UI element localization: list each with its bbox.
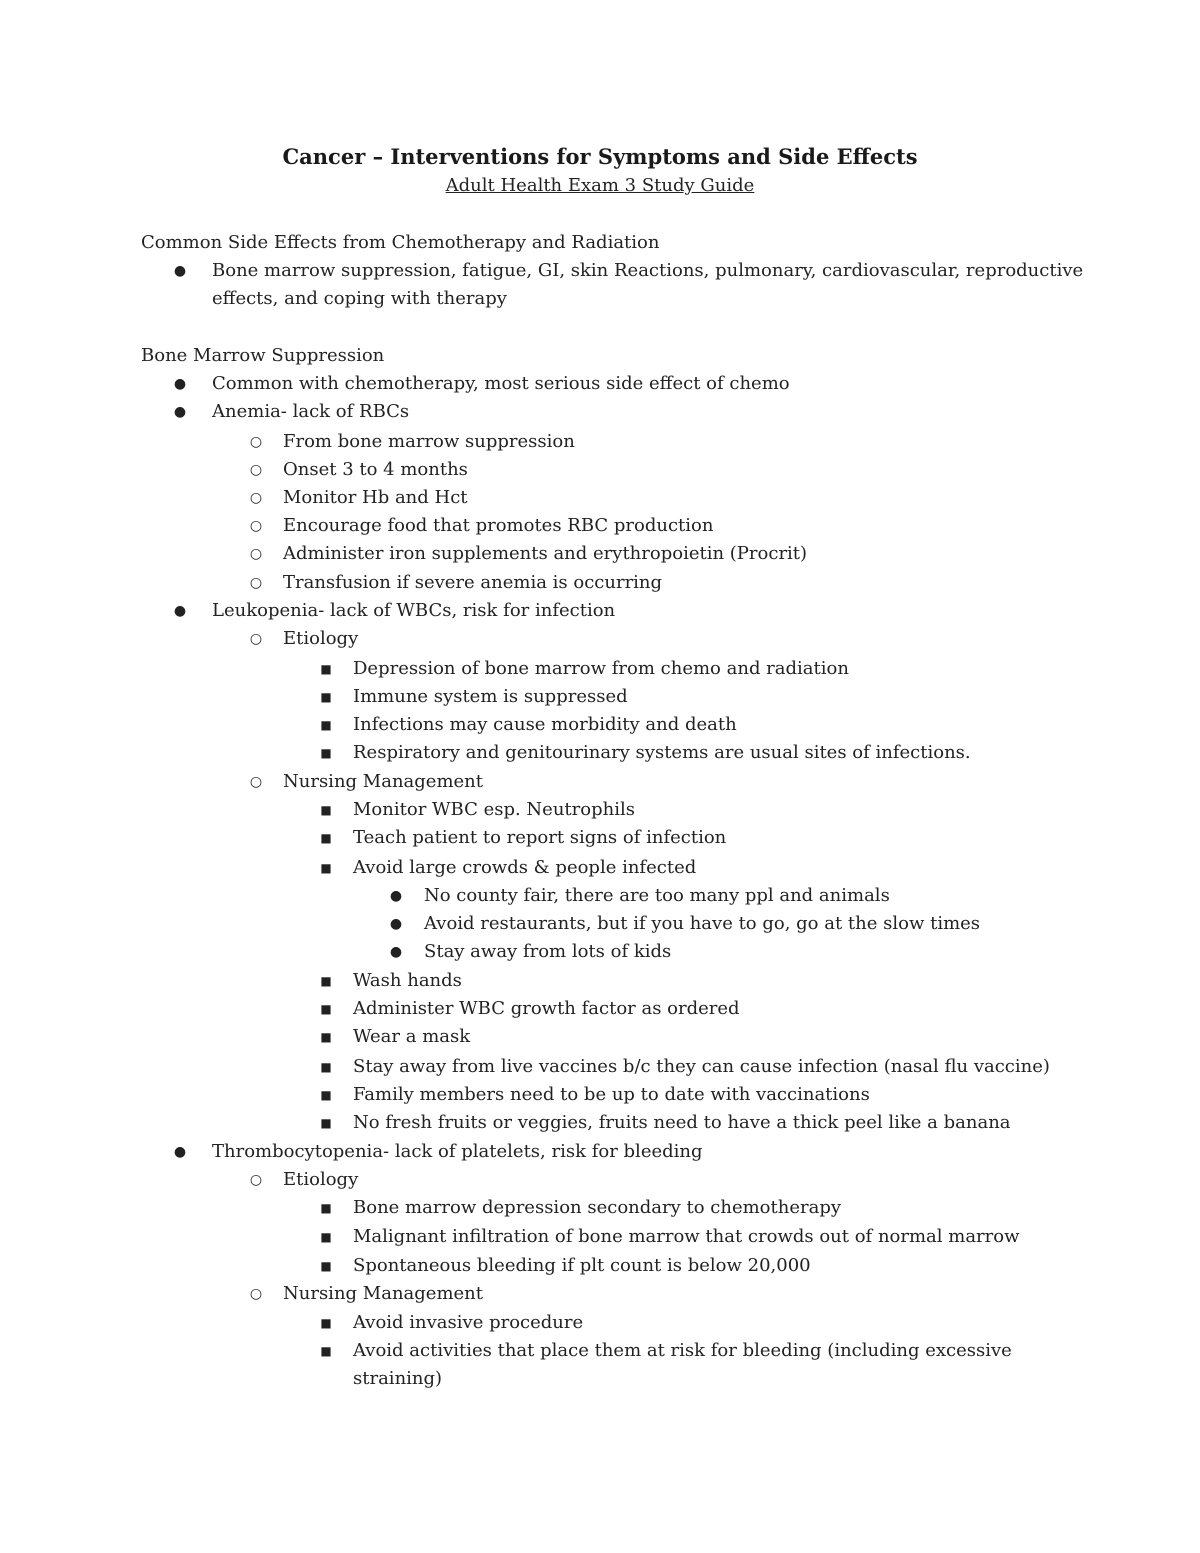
list-item: Common with chemotherapy, most serious side effect of chemo <box>212 373 790 394</box>
list-item: Wear a mask <box>353 1026 471 1047</box>
bullet-square-icon: ■ <box>320 1259 332 1273</box>
list-item-etiology: Etiology <box>283 628 359 649</box>
bullet-disc-icon: ● <box>173 1144 187 1160</box>
list-item-leukopenia: Leukopenia- lack of WBCs, risk for infection <box>212 600 616 621</box>
list-item: Bone marrow depression secondary to chemotherapy <box>353 1197 842 1218</box>
section-heading-side-effects: Common Side Effects from Chemotherapy and Radiation <box>141 232 660 253</box>
list-item: Wash hands <box>353 970 462 991</box>
bullet-square-icon: ■ <box>320 662 332 676</box>
list-item: Stay away from lots of kids <box>424 941 672 962</box>
list-item: Depression of bone marrow from chemo and radiation <box>353 658 849 679</box>
list-item: Avoid restaurants, but if you have to go, go at the slow times <box>424 913 981 934</box>
list-item-nursing-management: Nursing Management <box>283 1283 483 1304</box>
bullet-square-icon: ■ <box>320 831 332 845</box>
list-item: No county fair, there are too many ppl and animals <box>424 885 890 906</box>
list-item: Onset 3 to 4 months <box>283 459 468 480</box>
list-item-nursing-management: Nursing Management <box>283 771 483 792</box>
list-item-continuation: straining) <box>353 1368 443 1389</box>
list-item: Avoid activities that place them at risk for bleeding (including excessive <box>353 1340 1012 1361</box>
bullet-square-icon: ■ <box>320 1116 332 1130</box>
list-item: No fresh fruits or veggies, fruits need to have a thick peel like a banana <box>353 1112 1011 1133</box>
list-item: From bone marrow suppression <box>283 431 575 452</box>
page-title: Cancer – Interventions for Symptoms and Side Effects <box>282 144 918 169</box>
bullet-disc-icon: ● <box>389 888 403 904</box>
bullet-circle-icon: ○ <box>249 1286 263 1302</box>
list-item: Monitor WBC esp. Neutrophils <box>353 799 635 820</box>
bullet-square-icon: ■ <box>320 1002 332 1016</box>
list-item: Infections may cause morbidity and death <box>353 714 737 735</box>
list-item: Administer iron supplements and erythropoietin (Procrit) <box>283 543 808 564</box>
bullet-square-icon: ■ <box>320 690 332 704</box>
list-item-thrombocytopenia: Thrombocytopenia- lack of platelets, risk for bleeding <box>212 1141 703 1162</box>
bullet-disc-icon: ● <box>173 263 187 279</box>
bullet-circle-icon: ○ <box>249 490 263 506</box>
list-item: Bone marrow suppression, fatigue, GI, skin Reactions, pulmonary, cardiovascular, reproductive <box>212 260 1084 281</box>
bullet-square-icon: ■ <box>320 1060 332 1074</box>
bullet-circle-icon: ○ <box>249 575 263 591</box>
bullet-square-icon: ■ <box>320 1088 332 1102</box>
page-subtitle: Adult Health Exam 3 Study Guide <box>445 175 755 196</box>
bullet-disc-icon: ● <box>389 944 403 960</box>
bullet-square-icon: ■ <box>320 1344 332 1358</box>
bullet-disc-icon: ● <box>389 916 403 932</box>
bullet-circle-icon: ○ <box>249 546 263 562</box>
list-item-etiology: Etiology <box>283 1169 359 1190</box>
list-item: Stay away from live vaccines b/c they can cause infection (nasal flu vaccine) <box>353 1056 1050 1077</box>
section-heading-bone-marrow: Bone Marrow Suppression <box>141 345 385 366</box>
bullet-circle-icon: ○ <box>249 462 263 478</box>
list-item: Transfusion if severe anemia is occurring <box>283 572 663 593</box>
list-item-continuation: effects, and coping with therapy <box>212 288 507 309</box>
bullet-square-icon: ■ <box>320 1030 332 1044</box>
bullet-circle-icon: ○ <box>249 631 263 647</box>
list-item: Spontaneous bleeding if plt count is below 20,000 <box>353 1255 811 1276</box>
list-item: Avoid large crowds & people infected <box>353 857 697 878</box>
list-item: Teach patient to report signs of infection <box>353 827 727 848</box>
list-item: Malignant infiltration of bone marrow that crowds out of normal marrow <box>353 1226 1020 1247</box>
bullet-circle-icon: ○ <box>249 434 263 450</box>
bullet-circle-icon: ○ <box>249 774 263 790</box>
list-item: Avoid invasive procedure <box>353 1312 584 1333</box>
bullet-square-icon: ■ <box>320 1230 332 1244</box>
bullet-disc-icon: ● <box>173 404 187 420</box>
bullet-circle-icon: ○ <box>249 518 263 534</box>
bullet-square-icon: ■ <box>320 1201 332 1215</box>
bullet-disc-icon: ● <box>173 603 187 619</box>
list-item: Immune system is suppressed <box>353 686 628 707</box>
list-item: Family members need to be up to date with vaccinations <box>353 1084 870 1105</box>
list-item: Administer WBC growth factor as ordered <box>353 998 740 1019</box>
bullet-square-icon: ■ <box>320 974 332 988</box>
bullet-square-icon: ■ <box>320 746 332 760</box>
list-item: Respiratory and genitourinary systems are usual sites of infections. <box>353 742 971 763</box>
bullet-circle-icon: ○ <box>249 1172 263 1188</box>
list-item-anemia: Anemia- lack of RBCs <box>212 401 410 422</box>
bullet-square-icon: ■ <box>320 861 332 875</box>
bullet-square-icon: ■ <box>320 718 332 732</box>
bullet-disc-icon: ● <box>173 376 187 392</box>
list-item: Monitor Hb and Hct <box>283 487 468 508</box>
list-item: Encourage food that promotes RBC production <box>283 515 714 536</box>
bullet-square-icon: ■ <box>320 803 332 817</box>
bullet-square-icon: ■ <box>320 1316 332 1330</box>
